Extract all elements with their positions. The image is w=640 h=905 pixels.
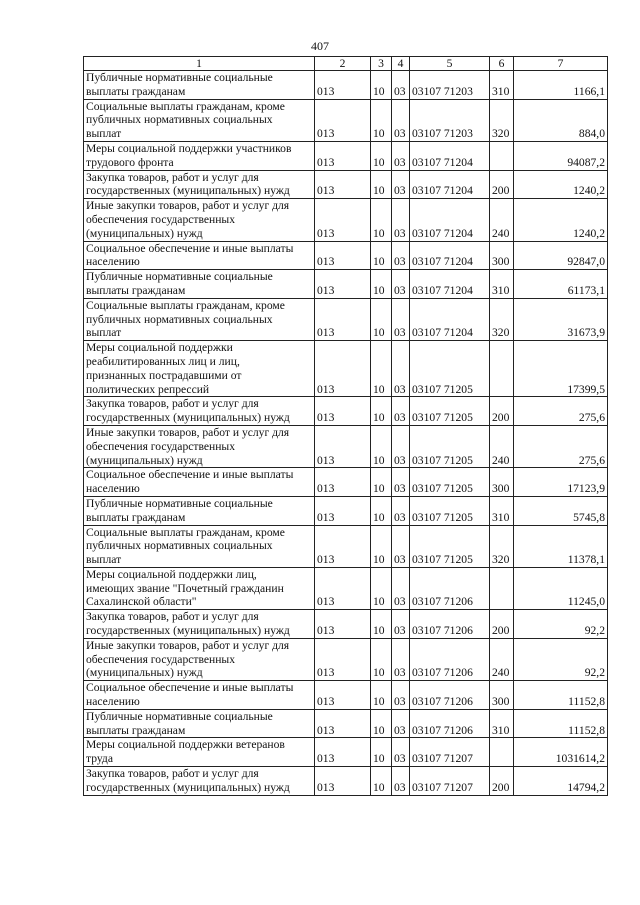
ministry-code-cell: 013 xyxy=(315,525,371,567)
expense-name-cell: Публичные нормативные социальные выплаты гражданам xyxy=(84,496,315,525)
subsection-cell: 03 xyxy=(392,738,410,767)
amount-cell: 17399,5 xyxy=(514,341,608,397)
expense-name-cell: Социальное обеспечение и иные выплаты населению xyxy=(84,468,315,497)
expense-type-cell: 200 xyxy=(490,397,514,426)
table-row xyxy=(84,270,608,299)
target-article-cell: 03107 71206 xyxy=(410,638,490,680)
section-cell: 10 xyxy=(371,425,392,467)
subsection-cell: 03 xyxy=(392,425,410,467)
amount-cell: 275,6 xyxy=(514,397,608,426)
header-col-7: 7 xyxy=(514,57,608,71)
ministry-code-cell: 013 xyxy=(315,681,371,710)
expense-type-cell: 310 xyxy=(490,709,514,738)
expense-type-cell: 320 xyxy=(490,525,514,567)
table-row xyxy=(84,681,608,710)
expense-type-cell: 300 xyxy=(490,468,514,497)
expense-type-cell: 320 xyxy=(490,298,514,340)
amount-cell: 275,6 xyxy=(514,425,608,467)
expense-type-cell: 320 xyxy=(490,99,514,141)
amount-cell: 11152,8 xyxy=(514,709,608,738)
ministry-code-cell: 013 xyxy=(315,270,371,299)
target-article-cell: 03107 71204 xyxy=(410,270,490,299)
target-article-cell: 03107 71204 xyxy=(410,241,490,270)
header-col-5: 5 xyxy=(410,57,490,71)
expense-type-cell: 310 xyxy=(490,270,514,299)
table-row xyxy=(84,99,608,141)
ministry-code-cell: 013 xyxy=(315,709,371,738)
target-article-cell: 03107 71205 xyxy=(410,525,490,567)
ministry-code-cell: 013 xyxy=(315,298,371,340)
subsection-cell: 03 xyxy=(392,681,410,710)
ministry-code-cell: 013 xyxy=(315,99,371,141)
expense-type-cell: 310 xyxy=(490,71,514,100)
table-row xyxy=(84,199,608,241)
target-article-cell: 03107 71207 xyxy=(410,767,490,796)
table-body xyxy=(84,71,608,796)
amount-cell: 11245,0 xyxy=(514,567,608,609)
amount-cell: 94087,2 xyxy=(514,141,608,170)
target-article-cell: 03107 71204 xyxy=(410,170,490,199)
ministry-code-cell: 013 xyxy=(315,738,371,767)
table-row xyxy=(84,738,608,767)
table-row xyxy=(84,468,608,497)
section-cell: 10 xyxy=(371,709,392,738)
section-cell: 10 xyxy=(371,99,392,141)
amount-cell: 17123,9 xyxy=(514,468,608,497)
target-article-cell: 03107 71205 xyxy=(410,341,490,397)
expense-name-cell: Социальные выплаты гражданам, кроме публичных нормативных социальных выплат xyxy=(84,298,315,340)
target-article-cell: 03107 71205 xyxy=(410,468,490,497)
target-article-cell: 03107 71203 xyxy=(410,99,490,141)
ministry-code-cell: 013 xyxy=(315,468,371,497)
amount-cell: 5745,8 xyxy=(514,496,608,525)
table-row xyxy=(84,71,608,100)
amount-cell: 1166,1 xyxy=(514,71,608,100)
expense-name-cell: Иные закупки товаров, работ и услуг для обеспечения государственных (муниципальных) нужд xyxy=(84,425,315,467)
expense-name-cell: Социальное обеспечение и иные выплаты населению xyxy=(84,241,315,270)
expense-name-cell: Меры социальной поддержки лиц, имеющих звание "Почетный гражданин Сахалинской области" xyxy=(84,567,315,609)
ministry-code-cell: 013 xyxy=(315,496,371,525)
expense-type-cell: 240 xyxy=(490,638,514,680)
table-row xyxy=(84,241,608,270)
target-article-cell: 03107 71205 xyxy=(410,397,490,426)
expense-name-cell: Закупка товаров, работ и услуг для государственных (муниципальных) нужд xyxy=(84,397,315,426)
expense-type-cell: 240 xyxy=(490,199,514,241)
subsection-cell: 03 xyxy=(392,99,410,141)
header-row xyxy=(84,57,608,71)
table-row xyxy=(84,638,608,680)
expense-type-cell: 200 xyxy=(490,170,514,199)
ministry-code-cell: 013 xyxy=(315,567,371,609)
amount-cell: 1240,2 xyxy=(514,170,608,199)
expense-name-cell: Социальные выплаты гражданам, кроме публичных нормативных социальных выплат xyxy=(84,99,315,141)
ministry-code-cell: 013 xyxy=(315,241,371,270)
section-cell: 10 xyxy=(371,170,392,199)
table-row xyxy=(84,767,608,796)
subsection-cell: 03 xyxy=(392,141,410,170)
expense-name-cell: Меры социальной поддержки ветеранов труда xyxy=(84,738,315,767)
amount-cell: 31673,9 xyxy=(514,298,608,340)
target-article-cell: 03107 71206 xyxy=(410,709,490,738)
ministry-code-cell: 013 xyxy=(315,425,371,467)
section-cell: 10 xyxy=(371,638,392,680)
header-col-4: 4 xyxy=(392,57,410,71)
expense-type-cell xyxy=(490,567,514,609)
subsection-cell: 03 xyxy=(392,610,410,639)
subsection-cell: 03 xyxy=(392,468,410,497)
subsection-cell: 03 xyxy=(392,496,410,525)
table-row xyxy=(84,567,608,609)
amount-cell: 61173,1 xyxy=(514,270,608,299)
target-article-cell: 03107 71204 xyxy=(410,141,490,170)
amount-cell: 1031614,2 xyxy=(514,738,608,767)
amount-cell: 1240,2 xyxy=(514,199,608,241)
target-article-cell: 03107 71203 xyxy=(410,71,490,100)
header-col-1: 1 xyxy=(84,57,315,71)
section-cell: 10 xyxy=(371,141,392,170)
expense-name-cell: Меры социальной поддержки реабилитированных лиц и лиц, признанных пострадавшими от политических репрессий xyxy=(84,341,315,397)
expense-name-cell: Публичные нормативные социальные выплаты гражданам xyxy=(84,709,315,738)
ministry-code-cell: 013 xyxy=(315,767,371,796)
target-article-cell: 03107 71207 xyxy=(410,738,490,767)
amount-cell: 11152,8 xyxy=(514,681,608,710)
ministry-code-cell: 013 xyxy=(315,71,371,100)
section-cell: 10 xyxy=(371,341,392,397)
expense-name-cell: Меры социальной поддержки участников трудового фронта xyxy=(84,141,315,170)
section-cell: 10 xyxy=(371,298,392,340)
target-article-cell: 03107 71206 xyxy=(410,681,490,710)
expense-name-cell: Публичные нормативные социальные выплаты гражданам xyxy=(84,270,315,299)
expense-name-cell: Закупка товаров, работ и услуг для государственных (муниципальных) нужд xyxy=(84,170,315,199)
ministry-code-cell: 013 xyxy=(315,638,371,680)
subsection-cell: 03 xyxy=(392,241,410,270)
section-cell: 10 xyxy=(371,241,392,270)
header-col-6: 6 xyxy=(490,57,514,71)
subsection-cell: 03 xyxy=(392,709,410,738)
table-row xyxy=(84,610,608,639)
ministry-code-cell: 013 xyxy=(315,170,371,199)
subsection-cell: 03 xyxy=(392,525,410,567)
section-cell: 10 xyxy=(371,199,392,241)
budget-table xyxy=(83,56,608,796)
table-row xyxy=(84,709,608,738)
subsection-cell: 03 xyxy=(392,270,410,299)
section-cell: 10 xyxy=(371,270,392,299)
table-row xyxy=(84,141,608,170)
expense-name-cell: Иные закупки товаров, работ и услуг для обеспечения государственных (муниципальных) нужд xyxy=(84,638,315,680)
subsection-cell: 03 xyxy=(392,397,410,426)
expense-type-cell: 310 xyxy=(490,496,514,525)
target-article-cell: 03107 71206 xyxy=(410,610,490,639)
subsection-cell: 03 xyxy=(392,298,410,340)
expense-type-cell: 300 xyxy=(490,241,514,270)
section-cell: 10 xyxy=(371,567,392,609)
section-cell: 10 xyxy=(371,496,392,525)
table-row xyxy=(84,496,608,525)
amount-cell: 92,2 xyxy=(514,610,608,639)
table-row xyxy=(84,298,608,340)
expense-type-cell: 300 xyxy=(490,681,514,710)
target-article-cell: 03107 71204 xyxy=(410,298,490,340)
expense-type-cell: 240 xyxy=(490,425,514,467)
table-row xyxy=(84,170,608,199)
header-col-2: 2 xyxy=(315,57,371,71)
section-cell: 10 xyxy=(371,767,392,796)
subsection-cell: 03 xyxy=(392,638,410,680)
ministry-code-cell: 013 xyxy=(315,141,371,170)
table-row xyxy=(84,397,608,426)
expense-name-cell: Закупка товаров, работ и услуг для государственных (муниципальных) нужд xyxy=(84,767,315,796)
expense-name-cell: Социальное обеспечение и иные выплаты населению xyxy=(84,681,315,710)
expense-type-cell xyxy=(490,341,514,397)
target-article-cell: 03107 71205 xyxy=(410,496,490,525)
section-cell: 10 xyxy=(371,468,392,497)
ministry-code-cell: 013 xyxy=(315,610,371,639)
expense-type-cell xyxy=(490,738,514,767)
amount-cell: 884,0 xyxy=(514,99,608,141)
section-cell: 10 xyxy=(371,738,392,767)
subsection-cell: 03 xyxy=(392,170,410,199)
amount-cell: 11378,1 xyxy=(514,525,608,567)
target-article-cell: 03107 71204 xyxy=(410,199,490,241)
ministry-code-cell: 013 xyxy=(315,397,371,426)
subsection-cell: 03 xyxy=(392,567,410,609)
expense-name-cell: Социальные выплаты гражданам, кроме публичных нормативных социальных выплат xyxy=(84,525,315,567)
amount-cell: 92,2 xyxy=(514,638,608,680)
amount-cell: 92847,0 xyxy=(514,241,608,270)
amount-cell: 14794,2 xyxy=(514,767,608,796)
subsection-cell: 03 xyxy=(392,341,410,397)
header-col-3: 3 xyxy=(371,57,392,71)
target-article-cell: 03107 71206 xyxy=(410,567,490,609)
subsection-cell: 03 xyxy=(392,199,410,241)
expense-name-cell: Закупка товаров, работ и услуг для государственных (муниципальных) нужд xyxy=(84,610,315,639)
section-cell: 10 xyxy=(371,681,392,710)
table-row xyxy=(84,525,608,567)
section-cell: 10 xyxy=(371,397,392,426)
ministry-code-cell: 013 xyxy=(315,199,371,241)
expense-type-cell: 200 xyxy=(490,767,514,796)
expense-name-cell: Публичные нормативные социальные выплаты гражданам xyxy=(84,71,315,100)
subsection-cell: 03 xyxy=(392,767,410,796)
table-row xyxy=(84,425,608,467)
page-number: 407 xyxy=(311,39,329,53)
expense-type-cell: 200 xyxy=(490,610,514,639)
subsection-cell: 03 xyxy=(392,71,410,100)
ministry-code-cell: 013 xyxy=(315,341,371,397)
expense-name-cell: Иные закупки товаров, работ и услуг для обеспечения государственных (муниципальных) нужд xyxy=(84,199,315,241)
section-cell: 10 xyxy=(371,525,392,567)
expense-type-cell xyxy=(490,141,514,170)
section-cell: 10 xyxy=(371,610,392,639)
section-cell: 10 xyxy=(371,71,392,100)
target-article-cell: 03107 71205 xyxy=(410,425,490,467)
table-row xyxy=(84,341,608,397)
